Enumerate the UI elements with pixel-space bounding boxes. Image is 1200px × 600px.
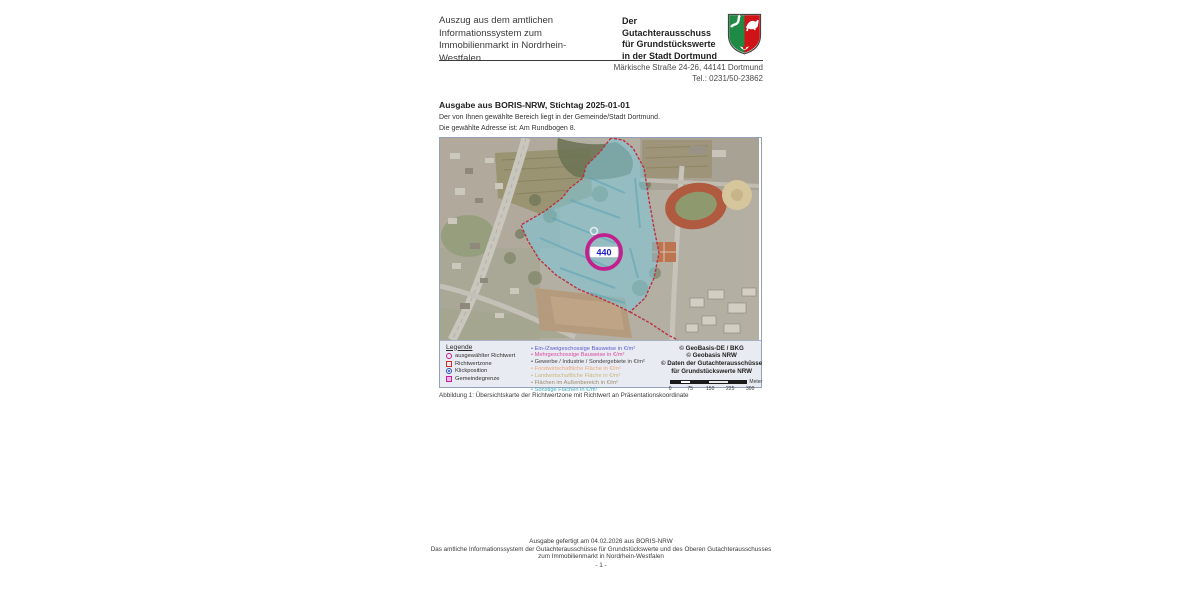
aerial-map-graphic [440, 138, 759, 340]
aerial-map [440, 138, 761, 340]
legend-label: Klickposition [455, 368, 488, 375]
street-address: Märkische Straße 24-26, 44141 Dortmund [613, 63, 763, 72]
selected-richtwert-circle-icon [446, 353, 452, 359]
figure-caption: Abbildung 1: Übersichtskarte der Richtwertzone mit Richtwert an Präsentationskoordinate [439, 392, 689, 399]
scale-tick: 300 [746, 385, 755, 392]
legend-item-selected-richtwert [446, 353, 527, 359]
map-legend [440, 340, 763, 393]
phone-number: Tel.: 0231/50-23862 [692, 73, 763, 83]
click-position-icon [446, 368, 452, 374]
footer-line3: zum Immobilienmarkt in Nordrhein-Westfalen [538, 553, 664, 561]
richtwert-value-label: 440 [596, 247, 612, 258]
organization-name-line2: für Grundstückswerte [622, 39, 716, 50]
organization-name-line3: in der Stadt Dortmund [622, 51, 717, 62]
organization-name-line1: Der Gutachterausschuss [622, 16, 712, 38]
legend-item-richtwertzone [446, 361, 527, 367]
legend-category: • Flächen im Außenbereich in €/m² [531, 380, 657, 387]
copyright-line: © GeoBasis-DE / BKG [679, 344, 744, 352]
legend-category: • Ein-/Zweigeschossige Bauweise in €/m² [531, 346, 657, 353]
copyright-line: © Daten der Gutachterausschüsse [661, 360, 763, 368]
footer-line2: Das amtliche Informationssystem der Gutachterausschüsse für Grundstückswerte und des Oberen Gutachterausschusses [430, 545, 772, 553]
scale-tick: 0 [668, 385, 672, 392]
legend-item-klickposition [446, 368, 527, 374]
document-source-title: Auszug aus dem amtlichen Informationssystem zum Immobilienmarkt in Nordrhein-Westfalen [439, 15, 567, 64]
document-content [430, 0, 772, 600]
scale-bar [670, 380, 747, 384]
legend-label: Gemeindegrenze [455, 375, 500, 382]
legend-category: • Sonstige Flächen in €/m² [531, 387, 657, 394]
legend-label: ausgewählter Richtwert [455, 353, 516, 359]
intro-line-address: Die gewählte Adresse ist: Am Rundbogen 8. [439, 124, 576, 132]
map-figure [439, 137, 763, 393]
legend-title: Legende [446, 343, 473, 351]
legend-category: • Landwirtschaftliche Fläche in €/m² [531, 373, 657, 380]
legend-item-gemeindegrenze [446, 376, 527, 382]
nrw-coat-of-arms-icon [727, 13, 762, 55]
legend-label: Richtwertzone [455, 360, 492, 367]
legend-category: • Mehrgeschossige Bauweise in €/m² [531, 352, 657, 359]
header-divider [439, 60, 763, 61]
organization-name [622, 16, 726, 63]
section-title: Ausgabe aus BORIS-NRW, Stichtag 2025-01-01 [439, 100, 630, 110]
page-footer [421, 538, 781, 570]
legend-copyright-column [661, 344, 763, 392]
intro-line-area: Der von Ihnen gewählte Bereich liegt in der Gemeinde/Stadt Dortmund. [439, 114, 661, 121]
legend-category: • Forstwirtschaftliche Fläche in €/m² [531, 366, 657, 373]
copyright-line: © Geobasis NRW [686, 352, 737, 360]
scale-unit-label: Meter [749, 378, 763, 385]
page-number: - 1 - [595, 562, 607, 570]
scale-tick: 75 [687, 385, 693, 392]
scale-tick: 225 [726, 385, 735, 392]
legend-symbols-column [445, 344, 527, 385]
map-scale [670, 379, 762, 393]
scale-tick: 150 [706, 385, 715, 392]
intro-section [439, 100, 763, 135]
legend-categories-column [531, 344, 657, 393]
footer-line1: Ausgabe gefertigt am 04.02.2026 aus BORIS-NRW [529, 538, 673, 545]
legend-category: • Gewerbe / Industrie / Sondergebiete in €/m² [531, 359, 657, 366]
contact-block [614, 63, 763, 85]
gemeindegrenze-square-icon [446, 376, 452, 382]
richtwertzone-square-icon [446, 361, 452, 367]
copyright-line: für Grundstückswerte NRW [671, 368, 752, 376]
